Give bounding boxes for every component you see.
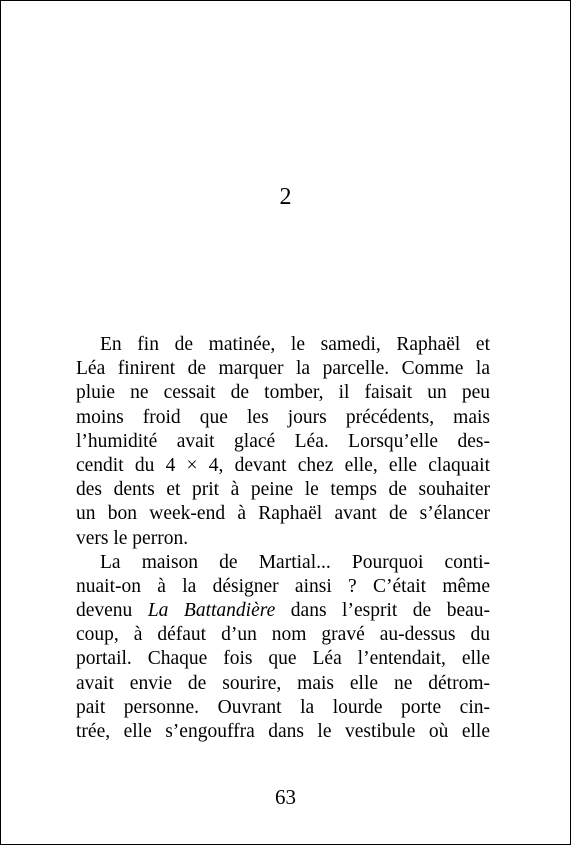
body-text xyxy=(76,333,490,744)
text-line: trée, elle s’engouffra dans le vestibule où elle xyxy=(76,721,490,742)
text-line: coup, à défaut d’un nom gravé au-dessus du xyxy=(76,624,490,646)
text-line: portail. Chaque fois que Léa l’entendait, elle xyxy=(76,648,490,670)
paragraph xyxy=(76,333,490,551)
text-line: vers le perron. xyxy=(76,527,189,549)
text-line: cendit du 4 × 4, devant chez elle, elle claquait xyxy=(76,454,490,476)
text-segment: dans l’esprit de beau- xyxy=(275,600,491,622)
page-number: 63 xyxy=(275,785,296,809)
text-line: Léa finirent de marquer la parcelle. Comme la xyxy=(76,358,490,380)
text-line xyxy=(76,599,490,623)
text-segment: devenu xyxy=(76,600,148,622)
text-line: pait personne. Ouvrant la lourde porte cin- xyxy=(76,696,490,718)
paragraph xyxy=(76,551,490,745)
text-line: nuait-on à la désigner ainsi ? C’était même xyxy=(76,575,490,597)
chapter-number: 2 xyxy=(279,184,292,210)
text-line: l’humidité avait glacé Léa. Lorsqu’elle des- xyxy=(76,430,490,452)
text-line: moins froid que les jours précédents, mais xyxy=(76,406,490,428)
text-line: des dents et prit à peine le temps de souhaiter xyxy=(76,479,490,501)
text-line: un bon week-end à Raphaël avant de s’élancer xyxy=(76,503,490,525)
text-line: En fin de matinée, le samedi, Raphaël et xyxy=(100,334,490,355)
book-title: La Battandière xyxy=(147,600,276,622)
text-line: La maison de Martial... Pourquoi conti- xyxy=(100,551,490,573)
text-line: pluie ne cessait de tomber, il faisait un peu xyxy=(76,382,490,404)
text-line: avait envie de sourire, mais elle ne détrom- xyxy=(76,672,490,694)
